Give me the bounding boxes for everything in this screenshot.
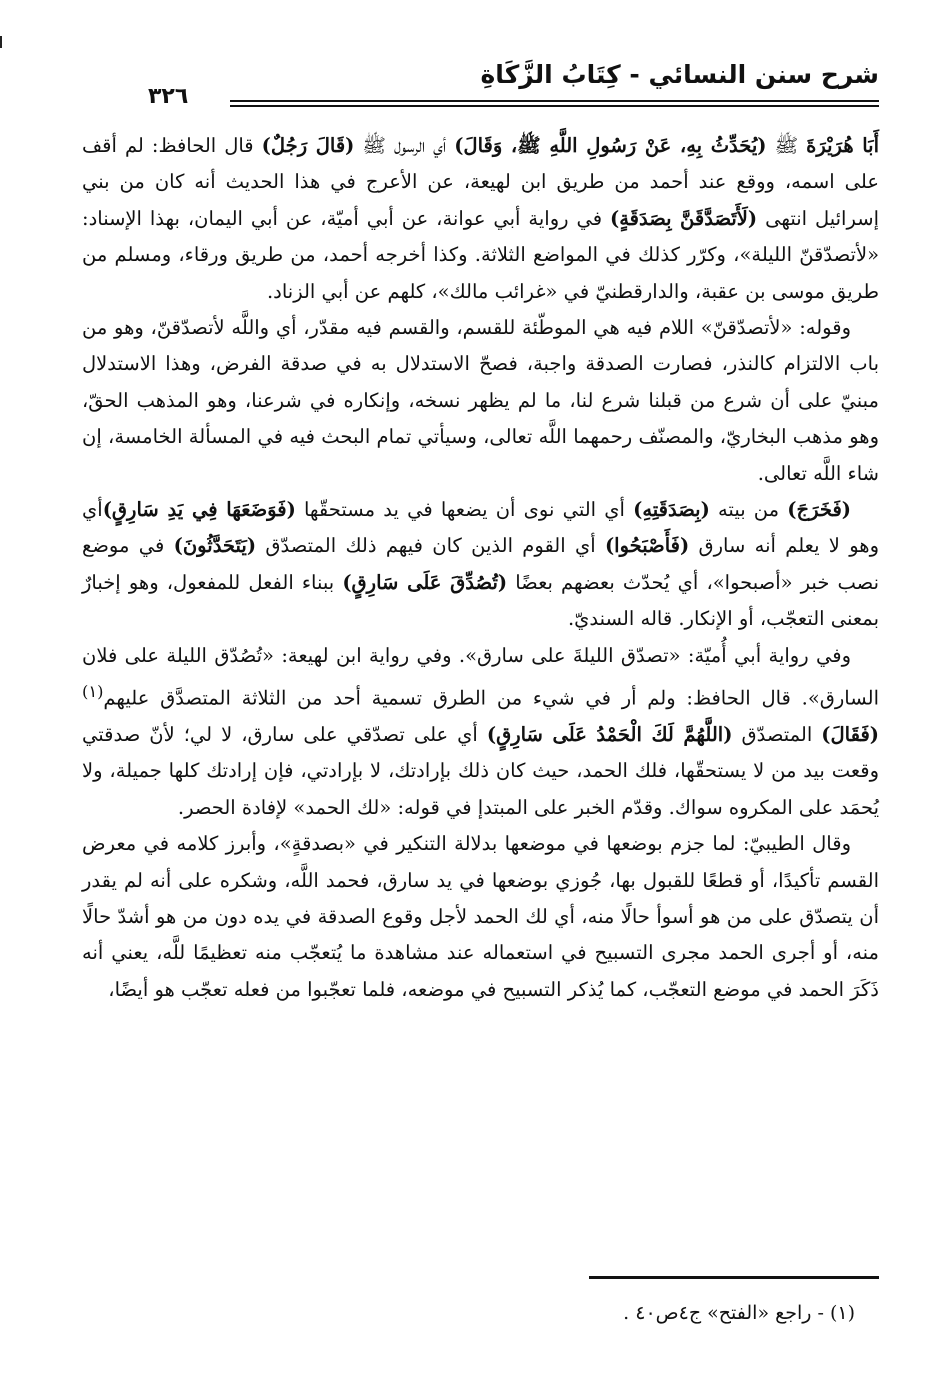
commentary-text: ﷺ	[766, 134, 807, 157]
hadith-text: (اللَّهُمَّ لَكَ الْحَمْدُ عَلَى سَارِقٍ)	[486, 723, 733, 746]
footnote: (١) - راجع «الفتح» ج٤ص٤٠ .	[623, 1302, 855, 1324]
page-number: ٣٢٦	[148, 84, 189, 109]
hadith-text: (يُحَدِّثُ بِهِ، عَنْ رَسُولِ اللَّهِ ﷺ، وَقَالَ)	[454, 134, 767, 157]
commentary-text: وفي رواية أبي أُميّة: «تصدّق الليلةَ على سارق». وفي رواية ابن لهيعة: «تُصُدّق الليلة على فلان السارق». قال الحافظ: ولم أر في شيء من الطرق تسمية أحد من الثلاثة المتصدَّق عليهم	[82, 643, 879, 710]
page-header	[140, 58, 879, 110]
paragraph-4	[82, 638, 879, 827]
hadith-text: (بِصَدَقَتِهِ)	[633, 498, 710, 522]
scan-edge-mark	[0, 36, 2, 48]
hadith-text: (فَأَصْبَحُوا)	[604, 534, 690, 558]
paragraph-1	[82, 128, 879, 310]
hadith-text: (قَالَ رَجُلٌ)	[261, 134, 355, 157]
commentary-text: في رواية أبي عوانة، عن أبي أميّة، عن أبي اليمان، بهذا الإسناد: «لأتصدّقنّ الليلة»، وكرّر كذلك في المواضع الثلاثة. وكذا أخرجه أحمد، من طريق ورقاء، ومسلم من طريق موسى بن عقبة، والدارقطنيّ في «غرائب مالك»، كلهم عن أبي الزناد.	[82, 206, 879, 303]
footnote-reference[interactable]: (١)	[82, 682, 104, 702]
header-double-rule	[230, 100, 879, 102]
hadith-text: (لَأَتَصَدَّقَنَّ بِصَدَقَةٍ)	[609, 206, 758, 230]
commentary-text: المتصدّق	[732, 723, 822, 746]
commentary-text: أي القوم الذين كان فيهم ذلك المتصدّق	[256, 534, 605, 558]
footnote-separator	[589, 1276, 879, 1279]
running-title: شرح سنن النسائي - كِتَابُ الزَّكَاةِ	[480, 60, 879, 89]
commentary-text: أي التي نوى أن يضعها في يد مستحقّها	[295, 498, 634, 522]
hadith-text: (يَتَحَدَّثُونَ)	[173, 534, 257, 558]
paragraph-2: وقوله: «لأتصدّقنّ» اللام فيه هي الموطّئة للقسم، والقسم فيه مقدّر، أي واللَّه لأتصدّقنّ، وهو من باب الالتزام كالنذر، فصارت الصدقة واجبة، فصحّ الاستدلال به في صدقة الفرض، وهذا الاستدلال مبنيّ على أن شرع من قبلنا شرع لنا، ما لم يظهر نسخه، وإنكاره في شرعنا، وهو المذهب الحقّ، وهو مذهب البخاريّ، والمصنّف رحمهما اللَّه تعالى، وسيأتي تمام البحث فيه في المسألة الخامسة، إن شاء اللَّه تعالى.	[82, 316, 879, 485]
commentary-text: أي وهو لا يعلم أنه سارق	[82, 498, 879, 558]
paragraph-5: وقال الطيبيّ: لما جزم بوضعها في موضعها بدلالة التنكير في «بصدقةٍ»، وأبرز كلامه في معرض القسم تأكيدًا، أو قطعًا للقبول بها، جُوزي بوضعها في يد سارق، فحمد اللَّه، وشكره على أنه لم يقدر أن يتصدّق على من هو أسوأ حالًا منه، أي لك الحمد لأجل وقوع الصدقة في يده دون من هو أشدّ حالًا منه، أو أجرى الحمد مجرى التسبيح في استعماله عند مشاهدة ما يُتعجّب منه تعظيمًا للَّه، يعني أنه ذَكَرَ الحمد في موضع التعجّب، كما يُذكر التسبيح في موضعه، فلما تعجّبوا من فعله تعجّب هو أيضًا،	[82, 832, 879, 1001]
commentary-text: قال الحافظ: لم أقف على اسمه، ووقع عند أحمد من طريق ابن لهيعة، عن الأعرج في هذا الحديث أنه كان من بني إسرائيل انتهى	[82, 134, 879, 230]
commentary-text: من بيته	[709, 498, 788, 522]
hadith-text: أَبَا هُرَيْرَةَ	[806, 134, 879, 157]
commentary-text: ببناء الفعل للمفعول، وهو إخبارٌ بمعنى التعجّب، أو الإنكار. قاله السنديّ.	[82, 570, 879, 631]
commentary-text: في موضع نصب خبر «أصبحوا»، أي يُحدّث بعضهم بعضًا	[82, 534, 879, 594]
commentary-text: أي على تصدّقي على سارق، لا لي؛ لأنّ صدقتي وقعت بيد من لا يستحقّها، فلك الحمد، حيث كان ذلك بإرادتك، لا بإرادتي، فإن إرادتك كلها جميلة، ولا يُحمَد على المكروه سواك. وقدّم الخبر على المبتدإ في قوله: «لك الحمد» لإفادة الحصر.	[82, 723, 879, 819]
hadith-text: (فَوَضَعَهَا فِي يَدِ سَارِقٍ)	[102, 498, 296, 522]
paragraph-3	[82, 492, 879, 638]
hadith-text: (فَخَرَجَ)	[787, 498, 851, 522]
main-text	[82, 128, 879, 1008]
hadith-text: (فَقَالَ)	[821, 723, 879, 746]
hadith-text: (تُصُدِّقَ عَلَى سَارِقٍ)	[342, 570, 508, 594]
commentary-text: أي الرسول ﷺ	[354, 134, 455, 157]
